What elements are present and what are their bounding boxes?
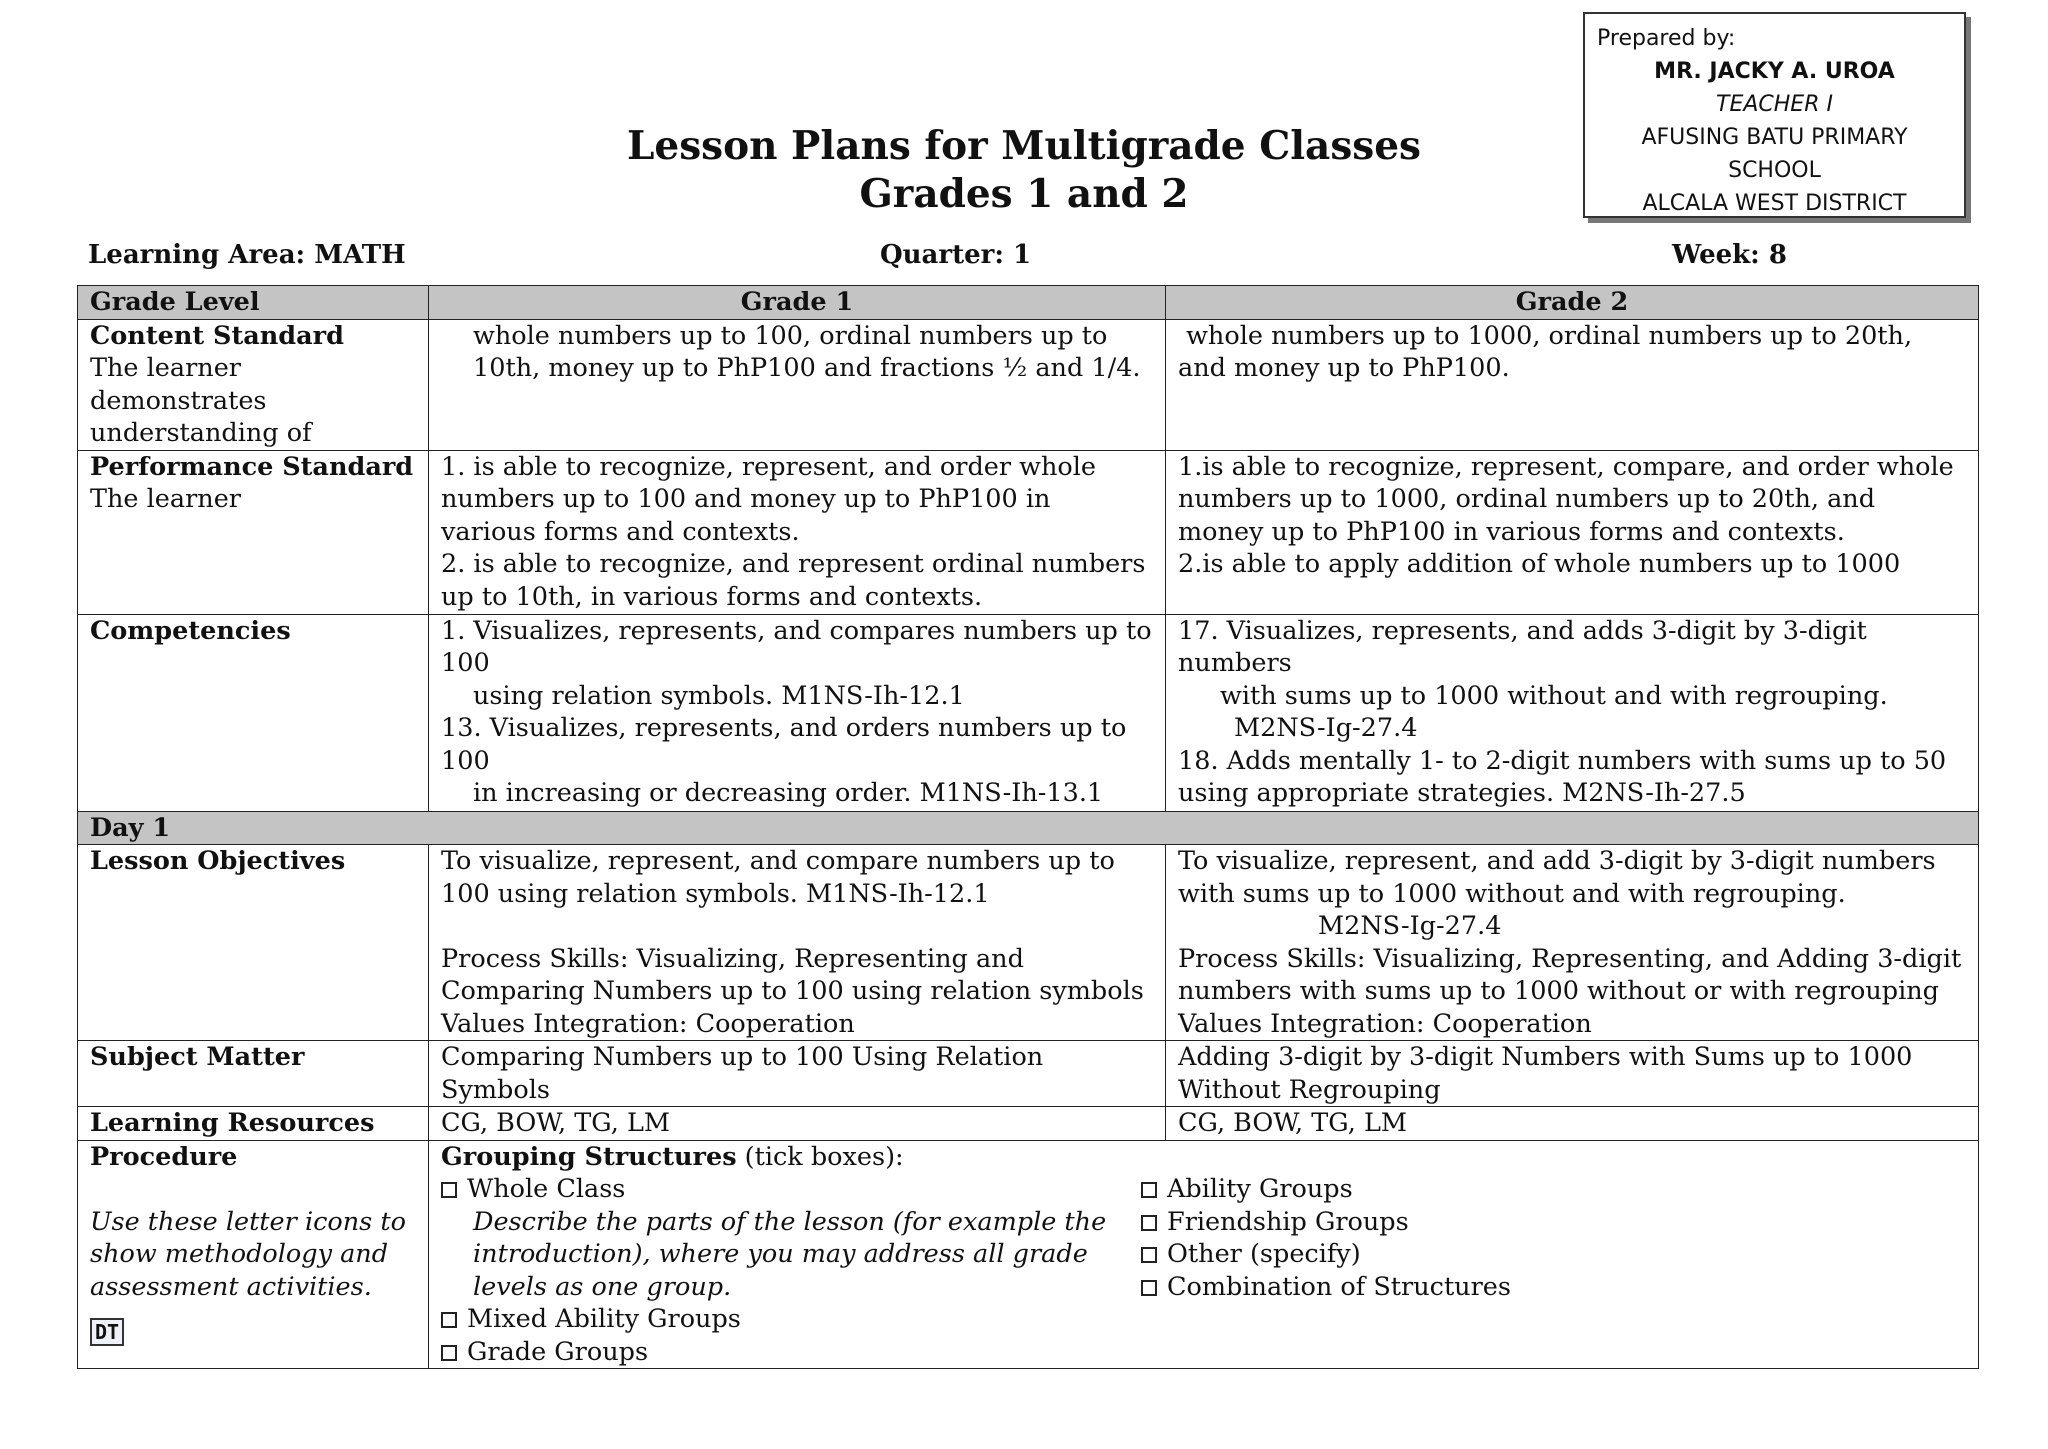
combination-checkbox[interactable] (1141, 1280, 1157, 1296)
content-standard-g1: whole numbers up to 100, ordinal numbers up to 10th, money up to PhP100 and fractions ½ and 1/4. (473, 320, 1141, 383)
friendship-groups-checkbox[interactable] (1141, 1215, 1157, 1231)
competency-g1-13-line1: 13. Visualizes, represents, and orders numbers up to 100 (441, 713, 1127, 776)
day-row (78, 811, 1979, 845)
combination-label: Combination of Structures (1167, 1271, 1511, 1302)
district-name: ALCALA WEST DISTRICT (1642, 191, 1907, 216)
lesson-objectives-label: Lesson Objectives (90, 846, 346, 876)
values-integration-g2: Values Integration: Cooperation (1178, 1008, 1592, 1039)
friendship-groups-label: Friendship Groups (1167, 1206, 1409, 1237)
other-specify-checkbox[interactable] (1141, 1247, 1157, 1263)
procedure-label: Procedure (90, 1141, 238, 1172)
performance-standard-g1-item1: 1. is able to recognize, represent, and order whole numbers up to 100 and money up to PhP100 in various forms and contexts. (441, 451, 1097, 547)
learning-area: Learning Area: MATH (88, 240, 406, 270)
performance-standard-g2-item1: 1.is able to recognize, represent, compare, and order whole numbers up to 1000, ordinal numbers up to 20th, and money up to PhP100 in various forms and contexts. (1178, 451, 1954, 547)
subject-matter-label: Subject Matter (90, 1042, 305, 1072)
learning-resources-label: Learning Resources (90, 1108, 375, 1138)
performance-standard-g2-item2: 2.is able to apply addition of whole numbers up to 1000 (1178, 549, 1901, 579)
grouping-structures-hint: (tick boxes): (736, 1141, 904, 1172)
competency-g1-13-line2: in increasing or decreasing order. M1NS-Ih-13.1 (473, 778, 1104, 808)
whole-class-label: Whole Class (467, 1174, 626, 1204)
other-specify-label: Other (specify) (1167, 1239, 1361, 1269)
content-standard-row (78, 319, 1979, 450)
grade1-header: Grade 1 (429, 286, 1166, 320)
content-standard-label: Content Standard (90, 320, 344, 351)
school-name-line2: SCHOOL (1728, 158, 1821, 183)
objective-g2: To visualize, represent, and add 3-digit by 3-digit numbers with sums up to 1000 without and with regrouping. (1178, 846, 1936, 909)
process-skills-g1: Process Skills: Visualizing, Representing and Comparing Numbers up to 100 using relation symbols (441, 943, 1144, 1006)
day-label: Day 1 (78, 811, 1979, 845)
competencies-label: Competencies (90, 615, 291, 646)
subject-matter-g2: Adding 3-digit by 3-digit Numbers with Sums up to 1000 Without Regrouping (1178, 1042, 1913, 1105)
ability-groups-checkbox[interactable] (1141, 1182, 1157, 1198)
performance-standard-row (78, 450, 1979, 614)
performance-standard-sublabel: The learner (90, 484, 241, 514)
grouping-structures-label: Grouping Structures (441, 1141, 737, 1172)
subject-matter-row (78, 1041, 1979, 1107)
dt-letter-icon: DT (90, 1318, 124, 1346)
competency-g2-18: 18. Adds mentally 1- to 2-digit numbers with sums up to 50 using appropriate strategies. M2NS-Ih-27.5 (1178, 745, 1947, 808)
grade-groups-label: Grade Groups (467, 1336, 649, 1367)
grade-header-row (78, 286, 1979, 320)
whole-class-checkbox[interactable] (441, 1182, 457, 1198)
procedure-note: Use these letter icons to show methodology and assessment activities. (90, 1206, 406, 1302)
objective-g2-code: M2NS-Ig-27.4 (1318, 911, 1502, 941)
competency-g1-1-line1: 1. Visualizes, represents, and compares numbers up to 100 (441, 615, 1152, 678)
grade-groups-checkbox[interactable] (441, 1345, 457, 1361)
quarter: Quarter: 1 (880, 240, 1032, 270)
title-line1: Lesson Plans for Multigrade Classes (626, 123, 1422, 169)
teacher-position: TEACHER I (1716, 92, 1833, 117)
document-title (0, 122, 2048, 218)
subject-matter-g1: Comparing Numbers up to 100 Using Relation Symbols (441, 1042, 1044, 1105)
whole-class-description: Describe the parts of the lesson (for example the introduction), where you may address all grade levels as one group. (473, 1206, 1107, 1302)
week: Week: 8 (1672, 240, 1787, 270)
competency-g2-17-line2: with sums up to 1000 without and with regrouping. (1220, 680, 1888, 711)
learning-resources-g1: CG, BOW, TG, LM (441, 1108, 670, 1138)
mixed-ability-checkbox[interactable] (441, 1312, 457, 1328)
grade2-header: Grade 2 (1166, 286, 1979, 320)
competency-g2-17-code: M2NS-Ig-27.4 (1234, 713, 1418, 743)
ability-groups-label: Ability Groups (1167, 1174, 1353, 1204)
procedure-row (78, 1140, 1979, 1369)
values-integration-g1: Values Integration: Cooperation (441, 1008, 855, 1039)
content-standard-sublabel: The learner demonstrates understanding of (90, 353, 312, 448)
competency-g1-1-line2: using relation symbols. M1NS-Ih-12.1 (473, 680, 965, 711)
mixed-ability-label: Mixed Ability Groups (467, 1304, 741, 1334)
competencies-row (78, 614, 1979, 811)
lesson-objectives-row (78, 845, 1979, 1041)
learning-resources-row (78, 1107, 1979, 1141)
school-name-line1: AFUSING BATU PRIMARY (1641, 125, 1908, 150)
learning-resources-g2: CG, BOW, TG, LM (1178, 1108, 1407, 1138)
performance-standard-g1-item2: 2. is able to recognize, and represent ordinal numbers up to 10th, in various forms and contexts. (441, 549, 1146, 612)
performance-standard-label: Performance Standard (90, 451, 414, 482)
grade-level-header: Grade Level (78, 286, 429, 320)
prepared-label: Prepared by: (1597, 26, 1736, 51)
objective-g1: To visualize, represent, and compare numbers up to 100 using relation symbols. M1NS-Ih-12.1 (441, 846, 1115, 909)
lesson-plan-table (77, 285, 1979, 1369)
title-line2: Grades 1 and 2 (859, 171, 1189, 217)
competency-g2-17-line1: 17. Visualizes, represents, and adds 3-digit by 3-digit numbers (1178, 615, 1867, 678)
content-standard-g2: whole numbers up to 1000, ordinal numbers up to 20th, and money up to PhP100. (1178, 320, 1921, 383)
process-skills-g2: Process Skills: Visualizing, Representing, and Adding 3-digit numbers with sums up to 1000 without or with regrouping (1178, 943, 1962, 1006)
teacher-name: MR. JACKY A. UROA (1654, 59, 1895, 84)
